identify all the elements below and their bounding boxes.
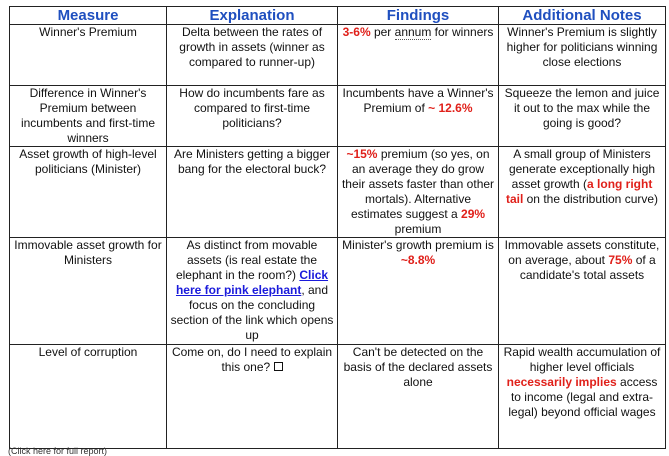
cell-findings: Can't be detected on the basis of the declared assets alone <box>338 345 499 449</box>
findings-highlight: ~8.8% <box>400 253 436 267</box>
cell-measure: Difference in Winner's Premium between incumbents and first-time winners <box>10 86 167 147</box>
table-row <box>10 86 666 147</box>
header-row <box>10 7 666 25</box>
checkbox-icon <box>274 362 283 371</box>
notes-text: Rapid wealth accumulation of higher level officials <box>503 345 661 374</box>
header-findings: Findings <box>338 7 499 25</box>
explanation-text: Come on, do I need to explain this one? <box>171 345 333 374</box>
header-measure: Measure <box>10 7 167 25</box>
findings-text: Minister's growth premium is <box>342 238 494 252</box>
cell-explanation: Delta between the rates of growth in assets (winner as compared to runner-up) <box>167 25 338 86</box>
cell-findings <box>338 86 499 147</box>
notes-text: Immovable assets constitute, on average, about <box>504 238 660 267</box>
notes-highlight: 75% <box>608 253 633 267</box>
cell-explanation <box>167 345 338 449</box>
notes-highlight: a long right tail <box>505 177 653 206</box>
header-additional-notes: Additional Notes <box>499 7 666 25</box>
cell-findings <box>338 238 499 345</box>
explanation-text-end: , and focus on the concluding section of the link which opens up <box>170 283 334 342</box>
findings-highlight: ~15% <box>346 147 378 161</box>
findings-text: premium (so yes, on an average they do grow their assets faster than other mortals). Alternative estimates suggest a <box>341 147 495 221</box>
findings-highlight-alt: 29% <box>461 207 486 221</box>
cell-notes <box>499 345 666 449</box>
findings-dotted-word: annum <box>394 25 432 39</box>
cell-measure: Winner's Premium <box>10 25 167 86</box>
cell-explanation <box>167 238 338 345</box>
notes-text-end: on the distribution curve) <box>523 192 659 206</box>
cell-measure: Level of corruption <box>10 345 167 449</box>
cell-measure: Asset growth of high-level politicians (Minister) <box>10 147 167 238</box>
cell-measure: Immovable asset growth for Ministers <box>10 238 167 345</box>
table-row <box>10 238 666 345</box>
cell-explanation: How do incumbents fare as compared to first-time politicians? <box>167 86 338 147</box>
cell-notes: Squeeze the lemon and juice it out to the max while the going is good? <box>499 86 666 147</box>
findings-table <box>9 6 666 449</box>
notes-highlight: necessarily implies <box>506 375 617 389</box>
notes-text-end: of a candidate's total assets <box>519 253 656 282</box>
table-row <box>10 147 666 238</box>
notes-text: A small group of Ministers generate exceptionally high asset growth ( <box>508 147 656 191</box>
cell-notes <box>499 147 666 238</box>
cell-notes <box>499 238 666 345</box>
table-row <box>10 25 666 86</box>
header-explanation: Explanation <box>167 7 338 25</box>
findings-highlight: 3-6% <box>342 25 371 39</box>
full-report-link[interactable]: (Click here for full report) <box>8 446 108 456</box>
explanation-text: As distinct from movable assets (is real estate the elephant in the room?) <box>175 238 318 282</box>
findings-text: per <box>370 25 395 39</box>
findings-highlight: ~ 12.6% <box>428 101 473 115</box>
pink-elephant-link[interactable]: Click here for pink elephant <box>175 268 329 297</box>
findings-text: Incumbents have a Winner's Premium of <box>342 86 494 115</box>
findings-text-end: premium <box>394 222 442 236</box>
cell-notes: Winner's Premium is slightly higher for politicians winning close elections <box>499 25 666 86</box>
notes-text-end: access to income (legal and extra-legal) beyond official wages <box>508 375 658 419</box>
findings-text-rest: for winners <box>431 25 494 39</box>
cell-explanation: Are Ministers getting a bigger bang for the electoral buck? <box>167 147 338 238</box>
table-row <box>10 345 666 449</box>
cell-findings <box>338 147 499 238</box>
cell-findings <box>338 25 499 86</box>
